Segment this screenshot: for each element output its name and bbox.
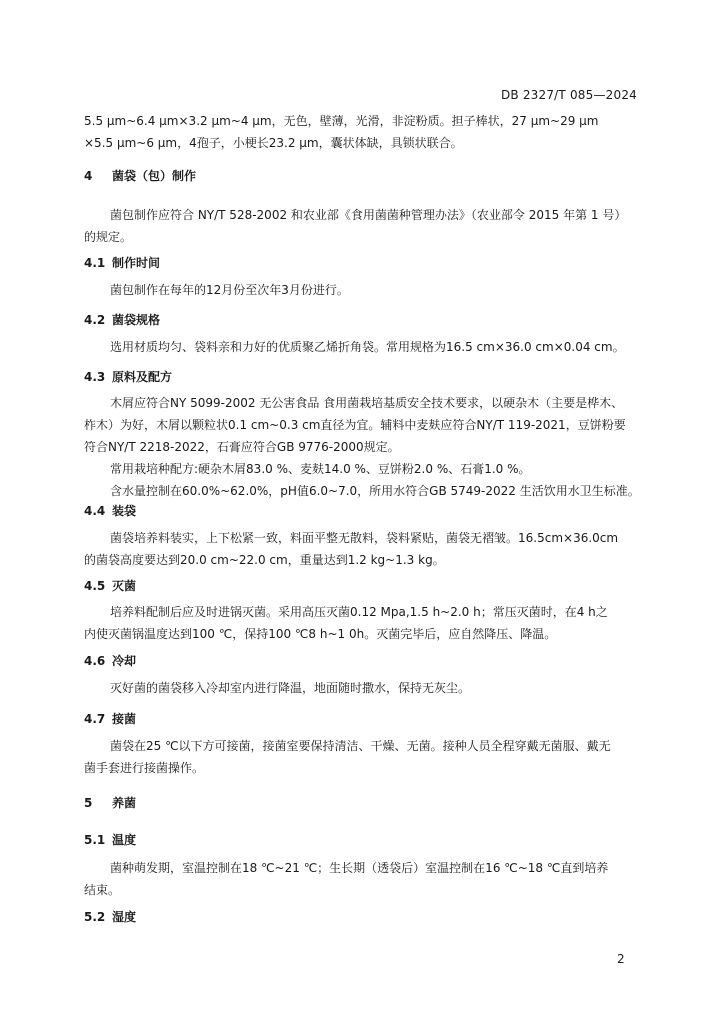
intro-paragraph [84, 110, 638, 154]
section-heading-4-4 [84, 502, 136, 519]
page-number: 2 [617, 952, 625, 966]
text-line: 菌包制作应符合 NY/T 528-2002 和农业部《食用菌菌种管理办法》（农业部令 2015 年第 1 号） [110, 208, 627, 222]
text-line: 培养料配制后应及时进锅灭菌。采用高压灭菌0.12 Mpa,1.5 h~2.0 h；常压灭菌时，在4 h之 [110, 605, 608, 619]
section-title: 原料及配方 [112, 370, 173, 384]
std-number: DB 2327/T 085—2024 [500, 88, 637, 102]
paragraph [84, 857, 638, 901]
section-number: 4.7 [84, 712, 106, 726]
text-line: 结束。 [84, 883, 121, 897]
text-line: 的规定。 [84, 230, 133, 244]
section-title: 接菌 [112, 712, 137, 726]
section-number: 4 [84, 169, 93, 183]
section-title: 湿度 [112, 910, 137, 924]
section-title: 温度 [112, 833, 137, 847]
text-line: 菌手套进行接菌操作。 [84, 761, 205, 775]
text-line: 菌包制作在每年的12月份至次年3月份进行。 [110, 283, 349, 297]
text-line: 菌袋在25 ℃以下方可接菌，接菌室要保持清洁、干燥、无菌。接种人员全程穿戴无菌服、戴无 [110, 739, 611, 753]
text-line: 木屑应符合NY 5099-2002 无公害食品 食用菌栽培基质安全技术要求，以硬杂木（主要是桦木、 [110, 396, 624, 410]
text-line: ×5.5 μm~6 μm，4孢子，小梗长23.2 μm，囊状体缺，具锁状联合。 [84, 136, 463, 150]
paragraph [84, 677, 638, 699]
section-number: 5 [84, 796, 93, 810]
section-heading-4-6 [84, 652, 136, 669]
section-number: 4.6 [84, 654, 106, 668]
text-line: 选用材质均匀、袋料亲和力好的优质聚乙烯折角袋。常用规格为16.5 cm×36.0 cm×0.04 cm。 [110, 340, 625, 354]
text-line: 常用栽培种配方:硬杂木屑83.0 %、麦麸14.0 %、豆饼粉2.0 %、石膏1.0 %。 [110, 462, 531, 476]
paragraph [84, 204, 638, 248]
paragraph [84, 527, 638, 571]
section-title: 菌袋规格 [112, 313, 161, 327]
paragraph [84, 392, 638, 502]
section-heading-5 [84, 794, 136, 811]
text-line: 含水量控制在60.0%~62.0%，pH值6.0~7.0，所用水符合GB 5749-2022 生活饮用水卫生标准。 [110, 484, 640, 498]
section-heading-4-1 [84, 254, 160, 271]
text-line: 菌种萌发期，室温控制在18 ℃~21 ℃；生长期（透袋后）室温控制在16 ℃~18 ℃直到培养 [110, 861, 609, 875]
section-number: 5.2 [84, 910, 106, 924]
paragraph [84, 279, 638, 301]
text-line: 内使灭菌锅温度达到100 ℃，保持100 ℃8 h~1 0h。灭菌完毕后，应自然降压、降温。 [84, 627, 557, 641]
section-title: 制作时间 [112, 256, 161, 270]
section-heading-5-2 [84, 908, 136, 925]
section-title: 灭菌 [112, 579, 137, 593]
text-line: 5.5 μm~6.4 μm×3.2 μm~4 μm，无色，壁薄，光滑，非淀粉质。担子棒状，27 μm~29 μm [84, 114, 599, 128]
section-heading-4-2 [84, 311, 160, 328]
section-number: 4.3 [84, 370, 106, 384]
section-heading-4-5 [84, 577, 136, 594]
text-line: 的菌袋高度要达到20.0 cm~22.0 cm，重量达到1.2 kg~1.3 kg。 [84, 553, 445, 567]
section-title: 装袋 [112, 504, 137, 518]
text-line: 符合NY/T 2218-2022，石膏应符合GB 9776-2000规定。 [84, 440, 400, 454]
section-number: 4.4 [84, 504, 106, 518]
text-line: 菌袋培养料装实，上下松紧一致，料面平整无散料，袋料紧贴，菌袋无褶皱。16.5cm×36.0cm [110, 531, 619, 545]
section-heading-4 [84, 167, 196, 184]
text-line: 灭好菌的菌袋移入冷却室内进行降温，地面随时撒水，保持无灰尘。 [110, 681, 471, 695]
paragraph [84, 735, 638, 779]
section-title: 养菌 [112, 796, 137, 810]
paragraph [84, 336, 638, 358]
section-heading-4-3 [84, 368, 172, 385]
section-number: 4.2 [84, 313, 106, 327]
section-number: 4.1 [84, 256, 106, 270]
section-heading-4-7 [84, 710, 136, 727]
paragraph [84, 601, 638, 645]
section-heading-5-1 [84, 831, 136, 848]
section-title: 菌袋（包）制作 [112, 169, 197, 183]
section-title: 冷却 [112, 654, 137, 668]
section-number: 4.5 [84, 579, 106, 593]
text-line: 柞木）为好，木屑以颗粒状0.1 cm~0.3 cm直径为宜。辅料中麦麸应符合NY/T 119-2021，豆饼粉要 [84, 418, 626, 432]
section-number: 5.1 [84, 833, 106, 847]
